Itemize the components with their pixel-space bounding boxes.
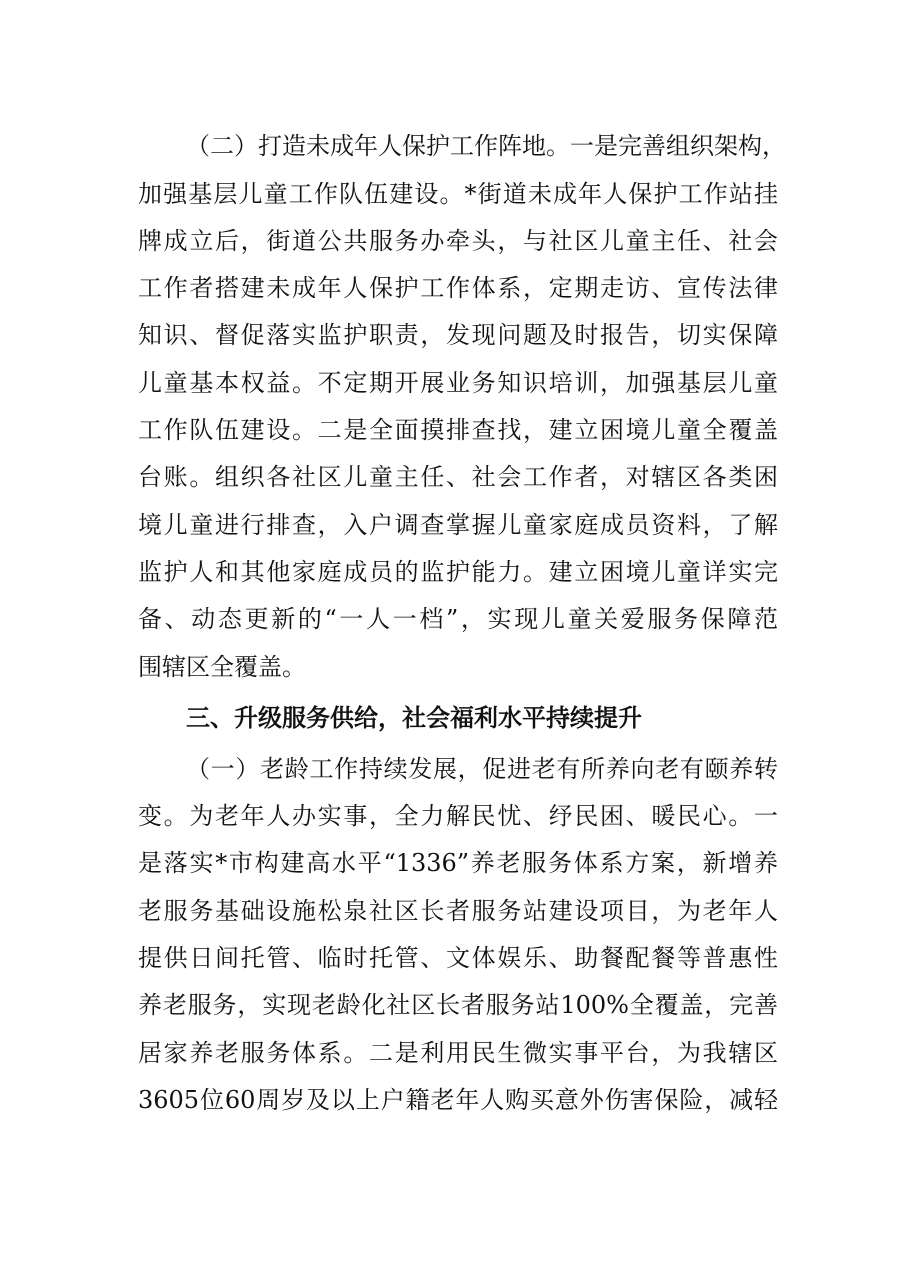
paragraph-1-line-3: 牌成立后，街道公共服务办牵头，与社区儿童主任、社会 <box>138 227 778 255</box>
paragraph-1-line-11: 备、动态更新的“一人一档”，实现儿童关爱服务保障范 <box>138 605 778 633</box>
paragraph-1-line-4: 工作者搭建未成年人保护工作体系，定期走访、宣传法律 <box>138 274 778 302</box>
paragraph-2-line-3: 是落实*市构建高水平“1336”养老服务体系方案，新增养 <box>138 849 778 877</box>
paragraph-1-line-10: 监护人和其他家庭成员的监护能力。建立困境儿童详实完 <box>138 558 778 586</box>
paragraph-2-line-1: （一）老龄工作持续发展，促进老有所养向老有颐养转 <box>186 755 778 783</box>
paragraph-2-line-4: 老服务基础设施松泉社区长者服务站建设项目，为老年人 <box>138 897 778 925</box>
paragraph-2-line-2: 变。为老年人办实事，全力解民忧、纾民困、暖民心。一 <box>138 802 778 830</box>
paragraph-1-line-1: （二）打造未成年人保护工作阵地。一是完善组织架构， <box>186 132 786 160</box>
paragraph-1-line-9: 境儿童进行排查，入户调查掌握儿童家庭成员资料，了解 <box>138 511 778 539</box>
paragraph-2-line-8: 3605位60周岁及以上户籍老年人购买意外伤害保险，减轻 <box>138 1086 778 1114</box>
paragraph-1-line-2: 加强基层儿童工作队伍建设。*街道未成年人保护工作站挂 <box>138 180 778 208</box>
paragraph-1-line-12: 围辖区全覆盖。 <box>138 653 306 681</box>
paragraph-1-line-7: 工作队伍建设。二是全面摸排查找，建立困境儿童全覆盖 <box>138 416 778 444</box>
paragraph-2-line-6: 养老服务，实现老龄化社区长者服务站100%全覆盖，完善 <box>138 991 778 1019</box>
paragraph-2-line-7: 居家养老服务体系。二是利用民生微实事平台，为我辖区 <box>138 1039 778 1067</box>
paragraph-2-line-5: 提供日间托管、临时托管、文体娱乐、助餐配餐等普惠性 <box>138 944 778 972</box>
section-heading: 三、升级服务供给，社会福利水平持续提升 <box>186 704 642 732</box>
paragraph-1-line-5: 知识、督促落实监护职责，发现问题及时报告，切实保障 <box>138 321 778 349</box>
paragraph-1-line-6: 儿童基本权益。不定期开展业务知识培训，加强基层儿童 <box>138 369 778 397</box>
paragraph-1-line-8: 台账。组织各社区儿童主任、社会工作者，对辖区各类困 <box>138 463 778 491</box>
